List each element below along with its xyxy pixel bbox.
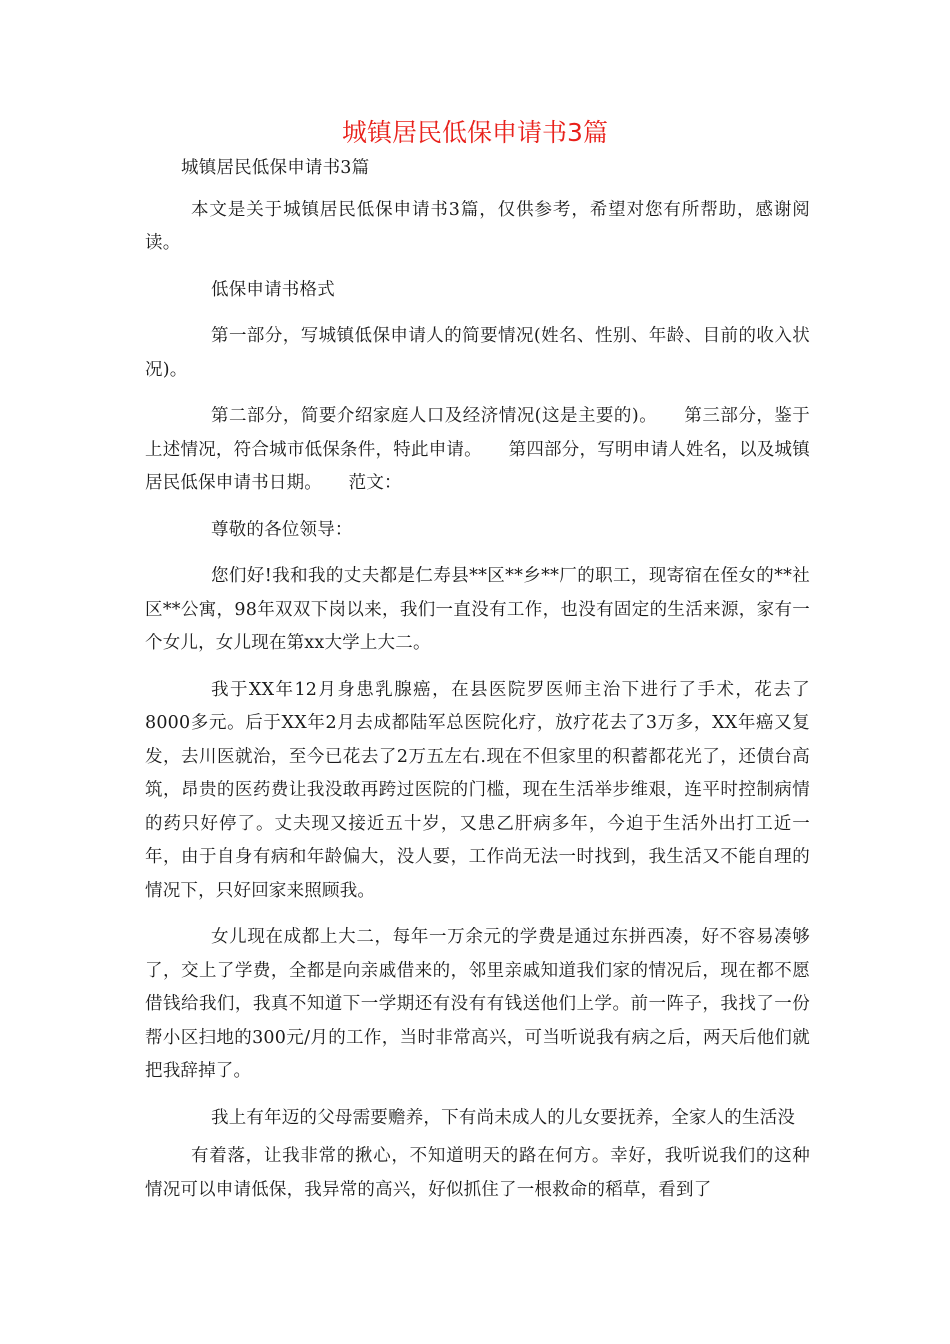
paragraph-daughter: 女儿现在成都上大二，每年一万余元的学费是通过东拼西凑，好不容易凑够了，交上了学费，全都是向亲戚借来的，邻里亲戚知道我们家的情况后，现在都不愿借钱给我们，我真不知道下一学期还有没有有钱送他们上学。前一阵子，我找了一份帮小区扫地的300元/月的工作，当时非常高兴，可当听说我有病之后，两天后他们就把我辞掉了。 xyxy=(145,927,810,1081)
paragraph-part-two-four: 第二部分，简要介绍家庭人口及经济情况(这是主要的)。 第三部分，鉴于上述情况，符合城市低保条件，特此申请。 第四部分，写明申请人姓名，以及城镇居民低保申请书日期。 范文： xyxy=(145,406,810,493)
document-title: 城镇居民低保申请书3篇 xyxy=(342,118,608,147)
document-subtitle: 城镇居民低保申请书3篇 xyxy=(181,158,370,178)
paragraph-illness: 我于XX年12月身患乳腺癌，在县医院罗医师主治下进行了手术，花去了8000多元。后于XX年2月去成都陆军总医院化疗，放疗花去了3万多，XX年癌又复发，去川医就治，至今已花去了2万五左右.现在不但家里的积蓄都花光了，还债台高筑，昂贵的医药费让我没敢再跨过医院的门槛，现在生活举步维艰，连平时控制病情的药只好停了。丈夫现又接近五十岁，又患乙肝病多年，今迫于生活外出打工近一年，由于自身有病和年龄偏大，没人要，工作尚无法一时找到，我生活又不能自理的情况下，只好回家来照顾我。 xyxy=(145,679,810,901)
paragraph-family: 我上有年迈的父母需要赡养，下有尚未成人的儿女要抚养，全家人的生活没 xyxy=(211,1107,796,1128)
paragraph-intro: 本文是关于城镇居民低保申请书3篇，仅供参考，希望对您有所帮助，感谢阅读。 xyxy=(145,199,810,253)
paragraph-part-one: 第一部分，写城镇低保申请人的简要情况(姓名、性别、年龄、目前的收入状况)。 xyxy=(145,326,810,380)
document-body xyxy=(145,152,810,1220)
paragraph-continuation: 有着落，让我非常的揪心，不知道明天的路在何方。幸好，我听说我们的这种情况可以申请低保，我异常的高兴，好似抓住了一根救命的稻草，看到了 xyxy=(145,1146,810,1200)
paragraph-format-heading: 低保申请书格式 xyxy=(211,279,335,300)
paragraph-greeting: 您们好!我和我的丈夫都是仁寿县**区**乡**厂的职工，现寄宿在侄女的**社区**公寓，98年双双下岗以来，我们一直没有工作，也没有固定的生活来源，家有一个女儿，女儿现在第xx大学上大二。 xyxy=(145,566,810,653)
paragraph-salutation: 尊敬的各位领导： xyxy=(211,519,353,540)
